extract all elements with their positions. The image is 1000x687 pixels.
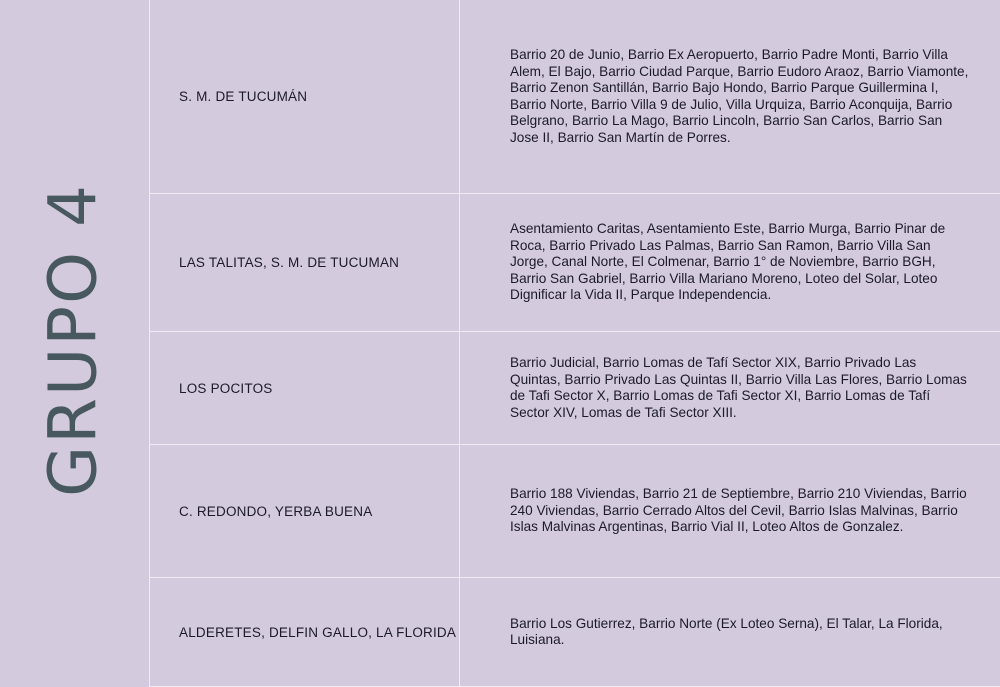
group-label: GRUPO 4: [34, 182, 112, 498]
barrios-list: Asentamiento Caritas, Asentamiento Este, Barrio Murga, Barrio Pinar de Roca, Barrio Privado Las Palmas, Barrio San Ramon, Barrio Villa San Jorge, Canal Norte, El Colmenar, Barrio 1° de Noviembre, Barrio BGH, Barrio San Gabriel, Barrio Villa Mariano Moreno, Loteo del Solar, Loteo Dignificar la Vida II, Parque Independencia.: [510, 221, 946, 303]
table-row: [150, 0, 1000, 194]
locality-cell: [150, 445, 460, 577]
barrios-cell: [460, 578, 1000, 686]
barrios-list: Barrio Los Gutierrez, Barrio Norte (Ex Loteo Serna), El Talar, La Florida, Luisiana.: [510, 615, 943, 647]
locality-name: LAS TALITAS, S. M. DE TUCUMAN: [179, 255, 400, 270]
barrios-cell: [460, 332, 1000, 444]
group-column: [0, 0, 150, 687]
locality-cell: [150, 0, 460, 193]
table-row: [150, 578, 1000, 687]
locality-name: ALDERETES, DELFIN GALLO, LA FLORIDA: [179, 624, 457, 640]
locality-name: LOS POCITOS: [179, 380, 273, 396]
table-row: [150, 194, 1000, 332]
locality-cell: [150, 578, 460, 686]
locality-cell: [150, 194, 460, 331]
table-row: [150, 445, 1000, 578]
barrios-list: Barrio 20 de Junio, Barrio Ex Aeropuerto, Barrio Padre Monti, Barrio Villa Alem, El Bajo, Barrio Ciudad Parque, Barrio Eudoro Araoz, Barrio Viamonte, Barrio Zenon Santillán, Barrio Bajo Hondo, Barrio Parque Guillermina I, Barrio Norte, Barrio Villa 9 de Julio, Villa Urquiza, Barrio Aconquija, Barrio Belgrano, Barrio La Mago, Barrio Lincoln, Barrio San Carlos, Barrio San Jose II, Barrio San Martín de Porres.: [510, 47, 969, 145]
barrios-cell: [460, 194, 1000, 331]
barrios-cell: [460, 0, 1000, 193]
barrios-cell: [460, 445, 1000, 577]
locality-name: C. REDONDO, YERBA BUENA: [179, 503, 373, 519]
barrios-list: Barrio Judicial, Barrio Lomas de Tafí Sector XIX, Barrio Privado Las Quintas, Barrio Privado Las Quintas II, Barrio Villa Las Flores, Barrio Lomas de Tafi Sector X, Barrio Lomas de Tafi Sector XI, Barrio Lomas de Tafí Sector XIV, Lomas de Tafi Sector XIII.: [510, 355, 967, 420]
locality-cell: [150, 332, 460, 444]
table-row: [150, 332, 1000, 445]
locality-name: S. M. DE TUCUMÁN: [179, 89, 308, 104]
barrios-list: Barrio 188 Viviendas, Barrio 21 de Septiembre, Barrio 210 Viviendas, Barrio 240 Viviendas, Barrio Cerrado Altos del Cevil, Barrio Islas Malvinas, Barrio Islas Malvinas Argentinas, Barrio Vial II, Loteo Altos de Gonzalez.: [510, 486, 967, 535]
